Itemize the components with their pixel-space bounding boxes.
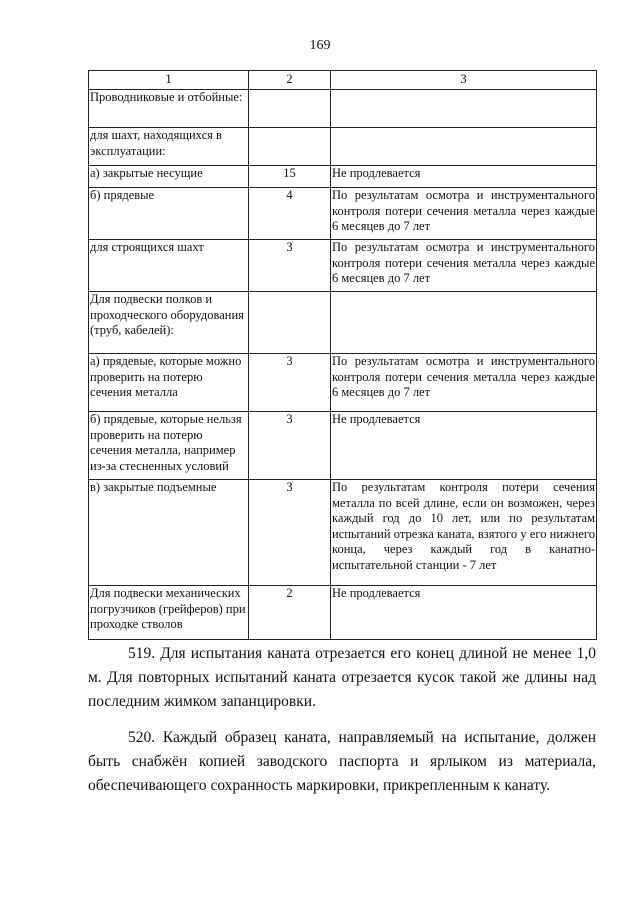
table-row: [89, 188, 597, 240]
column-header: 3: [331, 71, 597, 90]
rope-purpose-cell: Для подвески полков и проходческого оборудования (труб, кабелей):: [89, 292, 249, 354]
column-header: 2: [249, 71, 331, 90]
rope-purpose-cell: Проводниковые и отбойные:: [89, 90, 249, 128]
rope-purpose-cell: для строящихся шахт: [89, 240, 249, 292]
table-row: [89, 240, 597, 292]
table-header-row: [89, 71, 597, 90]
rope-purpose-cell: б) прядевые, которые нельзя проверить на потерю сечения металла, например из-за стесненных условий: [89, 412, 249, 480]
rope-purpose-cell: а) закрытые несущие: [89, 166, 249, 188]
rope-purpose-cell: Для подвески механических погрузчиков (грейферов) при проходке стволов: [89, 586, 249, 640]
service-life-cell: 3: [249, 354, 331, 412]
service-life-cell: [249, 90, 331, 128]
table-row: [89, 90, 597, 128]
rope-purpose-cell: б) прядевые: [89, 188, 249, 240]
service-life-cell: 4: [249, 188, 331, 240]
paragraph-text: 519. Для испытания каната отрезается его конец длиной не менее 1,0 м. Для повторных испытаний каната отрезается кусок такой же длины над последним жимком запанцировки.: [88, 645, 596, 710]
extension-condition-cell: Не продлевается: [331, 412, 597, 480]
column-header: 1: [89, 71, 249, 90]
extension-condition-cell: По результатам контроля потери сечения металла по всей длине, если он возможен, через каждый год до 10 лет, или по результатам испытаний отрезка каната, взятого у его нижнего конца, через каждый год в канатно-испытательной станции - 7 лет: [331, 480, 597, 586]
extension-condition-cell: Не продлевается: [331, 166, 597, 188]
rope-purpose-cell: для шахт, находящихся в эксплуатации:: [89, 128, 249, 166]
paragraph-text: 520. Каждый образец каната, направляемый на испытание, должен быть снабжён копией заводского паспорта и ярлыком из материала, обеспечивающего сохранность маркировки, прикрепленным к канату.: [88, 729, 596, 794]
extension-condition-cell: Не продлевается: [331, 586, 597, 640]
extension-condition-cell: [331, 128, 597, 166]
service-life-cell: [249, 128, 331, 166]
paragraph-519: [88, 642, 596, 714]
service-life-cell: 2: [249, 586, 331, 640]
service-life-cell: [249, 292, 331, 354]
extension-condition-cell: По результатам осмотра и инструментального контроля потери сечения металла через каждые 6 месяцев до 7 лет: [331, 354, 597, 412]
extension-condition-cell: По результатам осмотра и инструментального контроля потери сечения металла через каждые 6 месяцев до 7 лет: [331, 188, 597, 240]
rope-purpose-cell: в) закрытые подъемные: [89, 480, 249, 586]
table-row: [89, 586, 597, 640]
service-life-cell: 3: [249, 480, 331, 586]
paragraph-520: [88, 726, 596, 798]
service-life-cell: 15: [249, 166, 331, 188]
table-row: [89, 354, 597, 412]
table-row: [89, 292, 597, 354]
extension-condition-cell: [331, 90, 597, 128]
regulation-table: [88, 70, 597, 640]
table-row: [89, 412, 597, 480]
extension-condition-cell: [331, 292, 597, 354]
rope-purpose-cell: а) прядевые, которые можно проверить на потерю сечения металла: [89, 354, 249, 412]
table-row: [89, 128, 597, 166]
table-row: [89, 480, 597, 586]
table-row: [89, 166, 597, 188]
extension-condition-cell: По результатам осмотра и инструментального контроля потери сечения металла через каждые 6 месяцев до 7 лет: [331, 240, 597, 292]
service-life-cell: 3: [249, 412, 331, 480]
page-number: 169: [309, 38, 331, 53]
service-life-cell: 3: [249, 240, 331, 292]
